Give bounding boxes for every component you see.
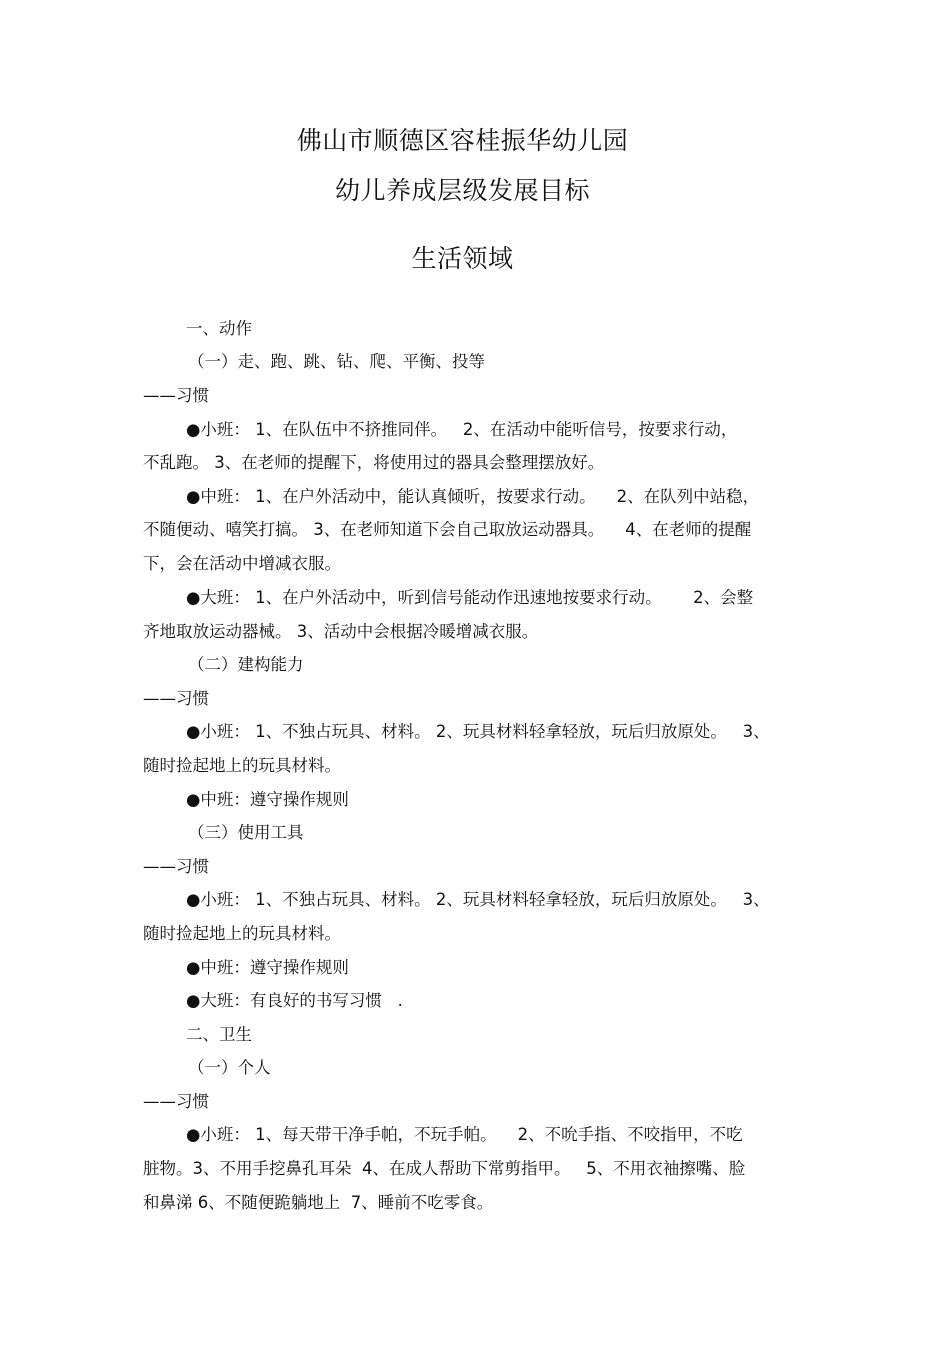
habit-label: ——习惯 (143, 1092, 209, 1111)
paragraph-line: 不乱跑。 3、在老师的提醒下，将使用过的器具会整理摆放好。 (143, 453, 605, 472)
paragraph-line: 齐地取放运动器械。 3、活动中会根据冷暖增减衣服。 (143, 622, 539, 641)
paragraph-line: 脏物。3、不用手挖鼻孔耳朵 4、在成人帮助下常剪指甲。 5、不用衣袖擦嘴、脸 (143, 1159, 746, 1178)
heading-level-2: （三）使用工具 (188, 823, 304, 842)
heading-level-2: （一）个人 (188, 1058, 271, 1077)
paragraph-line: ●中班：遵守操作规则 (186, 790, 349, 809)
heading-level-1: 二、卫生 (186, 1025, 252, 1044)
paragraph-line: ●小班： 1、不独占玩具、材料。 2、玩具材料轻拿轻放，玩后归放原处。 3、 (186, 890, 770, 909)
paragraph-line: 不随便动、嘻笑打搞。 3、在老师知道下会自己取放运动器具。 4、在老师的提醒 (143, 520, 752, 539)
heading-level-2: （一）走、跑、跳、钻、爬、平衡、投等 (188, 352, 485, 371)
paragraph-line: 随时捡起地上的玩具材料。 (143, 924, 341, 943)
paragraph-line: ●小班： 1、不独占玩具、材料。 2、玩具材料轻拿轻放，玩后归放原处。 3、 (186, 722, 770, 741)
section-title: 生活领域 (411, 244, 514, 273)
paragraph-line: 随时捡起地上的玩具材料。 (143, 756, 341, 775)
paragraph-line: ●小班： 1、每天带干净手帕，不玩手帕。 2、不吮手指、不咬指甲，不吃 (186, 1125, 743, 1144)
heading-level-1: 一、动作 (186, 319, 252, 338)
paragraph-line: ●中班： 1、在户外活动中，能认真倾听，按要求行动。 2、在队列中站稳， (186, 487, 760, 506)
paragraph-line: ●中班：遵守操作规则 (186, 958, 349, 977)
paragraph-line: 和鼻涕 6、不随便跪躺地上 7、睡前不吃零食。 (143, 1193, 494, 1212)
heading-level-2: （二）建构能力 (188, 655, 304, 674)
habit-label: ——习惯 (143, 386, 209, 405)
document-title: 幼儿养成层级发展目标 (334, 176, 590, 205)
paragraph-line: ●大班： 1、在户外活动中，听到信号能动作迅速地按要求行动。 2、会整 (186, 588, 754, 607)
paragraph-line: ●小班： 1、在队伍中不挤推同伴。 2、在活动中能听信号，按要求行动， (186, 420, 738, 439)
habit-label: ——习惯 (143, 689, 209, 708)
paragraph-line: ●大班：有良好的书写习惯 . (186, 991, 403, 1010)
kindergarten-name-title: 佛山市顺德区容桂振华幼儿园 (296, 126, 629, 155)
paragraph-line: 下，会在活动中增减衣服。 (143, 554, 341, 573)
habit-label: ——习惯 (143, 857, 209, 876)
